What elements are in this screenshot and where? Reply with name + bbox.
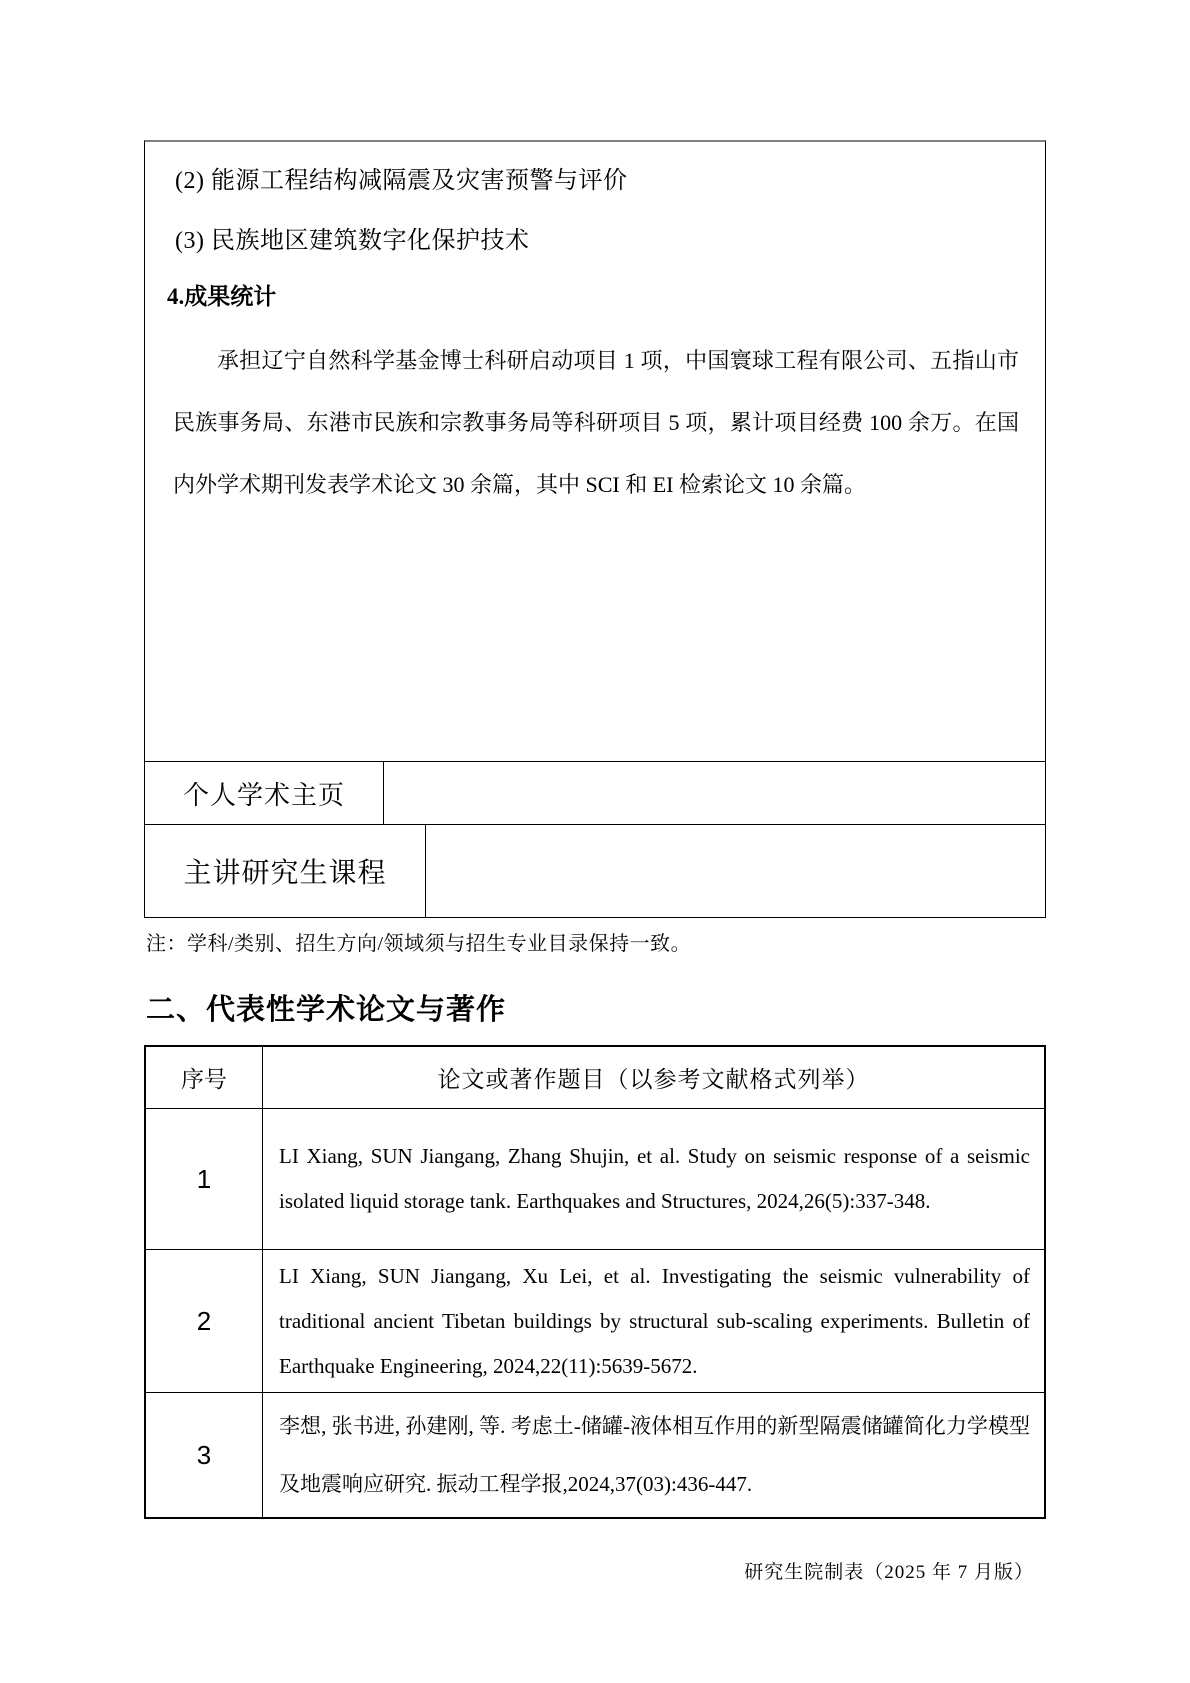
section2-heading: 二、代表性学术论文与著作 [146,994,507,1026]
papers-table-header [146,1047,1044,1108]
research-direction-2: (2) 能源工程结构减隔震及灾害预警与评价 [175,168,628,194]
homepage-value-cell [384,762,1045,824]
citation-text: LI Xiang, SUN Jiangang, Zhang Shujin, et al. Study on seismic response of a seismic isolated liquid storage tank. Earthquakes and Structures, 2024,26(5):337-348. [279,1144,1030,1213]
citation-text: LI Xiang, SUN Jiangang, Xu Lei, et al. Investigating the seismic vulnerability of traditional ancient Tibetan buildings by structural sub-scaling experiments. Bulletin of Earthquake Engineering, 2024,22(11):5639-5672. [279,1263,1030,1378]
row-number: 3 [196,1439,212,1470]
col-header-title: 论文或著作题目（以参考文献格式列举） [437,1067,870,1092]
achievements-paragraph: 承担辽宁自然科学基金博士科研启动项目 1 项，中国寰球工程有限公司、五指山市民族事务局、东港市民族和宗教事务局等科研项目 5 项，累计项目经费 100 余万。在国内外学术期刊发表学术论文 30 余篇，其中 SCI 和 EI 检索论文 10 余篇。 [173,348,1019,497]
citation-text: 李想, 张书进, 孙建刚, 等. 考虑土-储罐-液体相互作用的新型隔震储罐简化力学模型及地震响应研究. 振动工程学报,2024,37(03):436-447. [279,1414,1030,1496]
row-number: 1 [196,1163,212,1194]
achievements-heading: 4.成果统计 [167,284,277,309]
courses-label: 主讲研究生课程 [145,825,426,917]
achievements-box [144,140,1046,762]
homepage-label: 个人学术主页 [145,762,384,824]
citation-cell [263,1250,1044,1392]
table-row [146,1392,1044,1517]
homepage-row [144,762,1046,825]
courses-row [144,825,1046,918]
table-row [146,1249,1044,1392]
row-number: 2 [196,1305,212,1336]
table-row [146,1108,1044,1249]
citation-cell [263,1393,1044,1517]
col-header-number: 序号 [146,1047,263,1108]
citation-cell [263,1109,1044,1249]
row-number-cell [146,1393,263,1517]
table-note: 注：学科/类别、招生方向/领域须与招生专业目录保持一致。 [146,933,692,955]
row-number-cell [146,1250,263,1392]
research-direction-3: (3) 民族地区建筑数字化保护技术 [175,228,530,254]
courses-value-cell [426,825,1045,917]
page-footer: 研究生院制表（2025 年 7 月版） [744,1562,1034,1583]
papers-table [144,1045,1046,1519]
row-number-cell [146,1109,263,1249]
